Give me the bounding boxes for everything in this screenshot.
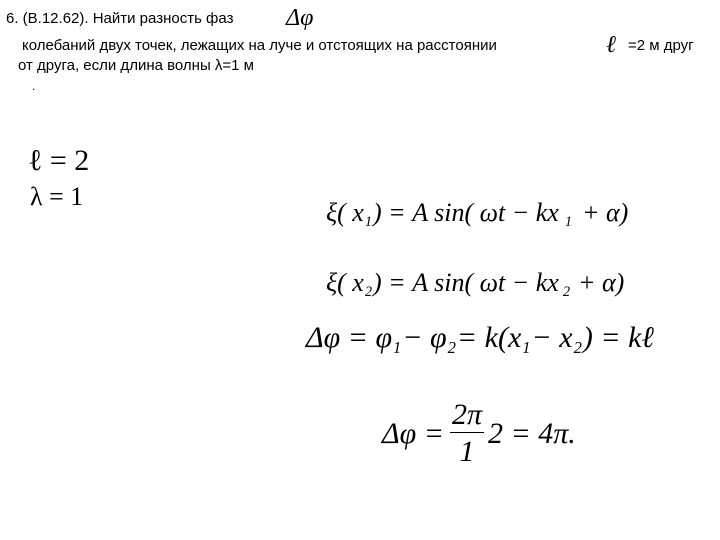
eq3-sub-2: 2 (447, 337, 456, 357)
problem-line-2-tail: =2 м друг (628, 37, 694, 54)
equation-oscillation-point-2 (326, 268, 625, 300)
eq1-mid-subscript: 1 (564, 214, 572, 230)
equation-result (382, 400, 576, 467)
eq2-mid-subscript: 2 (562, 284, 570, 300)
eq2-tail: + α) (577, 268, 625, 297)
eq3-sub-3: 1 (522, 337, 531, 357)
eq1-lhs: ξ( x (326, 198, 364, 227)
eq3-part-2: − φ (402, 321, 447, 354)
eq1-tail: + α) (581, 198, 629, 227)
given-length: ℓ = 2 (28, 144, 90, 177)
given-wavelength: λ = 1 (30, 182, 84, 211)
eq3-sub-1: 1 (393, 337, 402, 357)
equation-oscillation-point-1 (326, 198, 629, 230)
eq2-lhs: ξ( x (326, 268, 364, 297)
problem-line-1 (6, 11, 233, 26)
eq2-lhs-subscript: 2 (364, 284, 372, 300)
stray-dot: . (32, 79, 36, 93)
problem-line-2: колебаний двух точек, лежащих на луче и отстоящих на расстоянии (22, 37, 497, 54)
eq2-mid: ) = A sin( ωt − kx (373, 268, 559, 297)
delta-phi-symbol: Δφ (286, 5, 314, 31)
eq1-lhs-subscript: 1 (364, 214, 372, 230)
eq4-rhs: 2 = 4π. (487, 416, 576, 450)
eq4-fraction (450, 400, 484, 467)
problem-title: 6. (В.12.62). Найти разность фаз (6, 10, 234, 27)
eq3-part-4: − x (531, 321, 573, 354)
problem-line-3: от друга, если длина волны λ=1 м (18, 57, 254, 74)
eq3-part-1: Δφ = φ (306, 321, 393, 354)
ell-symbol: ℓ (606, 32, 616, 58)
eq4-denominator: 1 (459, 435, 475, 468)
eq3-part-5: ) = kℓ (582, 321, 654, 354)
eq1-mid: ) = A sin( ωt − kx (373, 198, 559, 227)
eq3-part-3: = k(x (456, 321, 522, 354)
eq4-numerator: 2π (451, 398, 482, 431)
eq4-lhs: Δφ = (382, 416, 444, 450)
eq3-sub-4: 2 (573, 337, 582, 357)
equation-phase-difference (306, 321, 654, 357)
